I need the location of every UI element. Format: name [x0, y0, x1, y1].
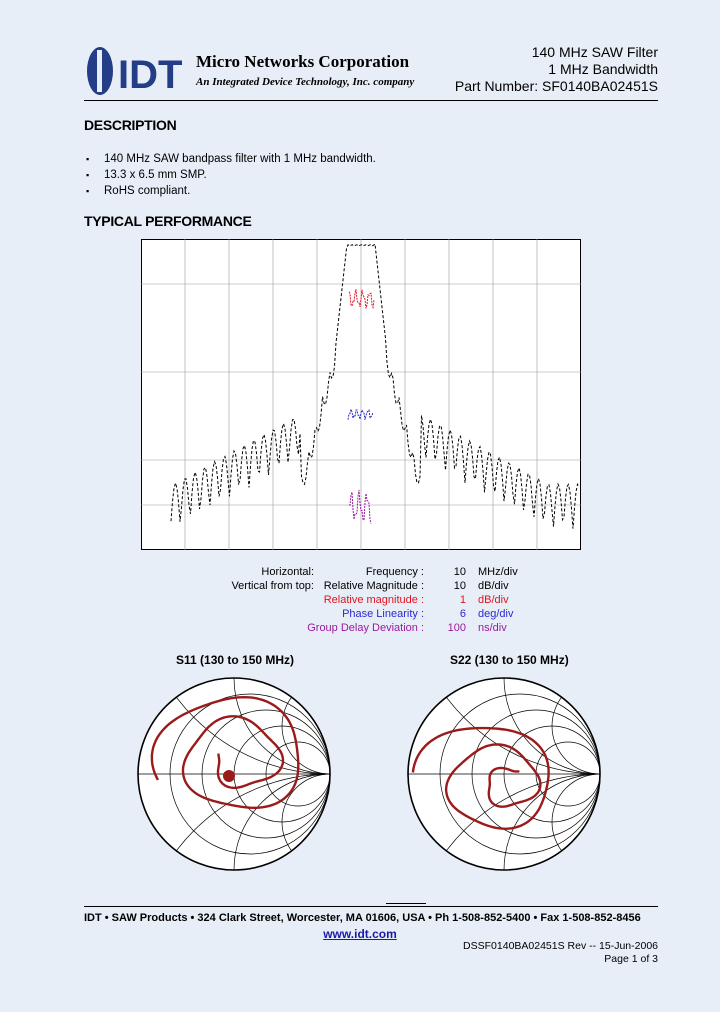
footer-divider	[84, 906, 658, 907]
legend-vertical-label: Vertical from top:	[231, 580, 314, 592]
legend-value: 100	[447, 622, 466, 634]
header-divider	[84, 100, 658, 101]
legend-unit: dB/div	[478, 580, 509, 592]
part-number: Part Number: SF0140BA02451S	[454, 78, 658, 94]
footer-tick	[386, 903, 426, 904]
doc-title-block	[455, 44, 658, 95]
s22-title: S22 (130 to 150 MHz)	[450, 653, 569, 667]
legend-unit: dB/div	[478, 594, 509, 606]
legend-value: 10	[453, 580, 466, 592]
legend-label: Phase Linearity :	[342, 608, 424, 620]
idt-logo	[86, 44, 190, 98]
company-tagline: An Integrated Device Technology, Inc. company	[196, 76, 415, 88]
chart-legend	[160, 566, 550, 636]
performance-chart-svg	[141, 239, 581, 550]
s11-title: S11 (130 to 150 MHz)	[176, 653, 295, 667]
legend-value: 10	[453, 566, 466, 578]
s11-smith-chart	[136, 676, 332, 877]
s11-center-marker	[223, 770, 235, 782]
legend-unit: MHz/div	[478, 566, 518, 578]
legend-label: Group Delay Deviation :	[307, 622, 424, 634]
legend-label: Relative magnitude :	[323, 594, 424, 606]
doc-id: DSSF0140BA02451S Rev -- 15-Jun-2006	[463, 940, 658, 952]
company-name: Micro Networks Corporation	[196, 52, 410, 71]
website-link[interactable]: www.idt.com	[323, 927, 397, 941]
legend-horizontal-label: Horizontal:	[261, 566, 314, 578]
doc-info	[463, 940, 658, 966]
legend-label: Relative Magnitude :	[323, 580, 424, 592]
page-number: Page 1 of 3	[604, 953, 658, 965]
legend-label: Frequency :	[365, 566, 424, 578]
logo-text: IDT	[118, 53, 183, 97]
description-list	[84, 151, 376, 199]
performance-chart	[141, 239, 581, 550]
legend-value: 1	[459, 594, 466, 606]
list-item: ▪ 140 MHz SAW bandpass filter with 1 MHz bandwidth.	[84, 151, 376, 167]
title-line: 140 MHz SAW Filter	[531, 44, 658, 60]
title-line: 1 MHz Bandwidth	[548, 61, 658, 77]
list-item: ▪ 13.3 x 6.5 mm SMP.	[84, 167, 376, 183]
legend-unit: deg/div	[478, 608, 514, 620]
performance-heading: TYPICAL PERFORMANCE	[84, 213, 252, 229]
description-heading: DESCRIPTION	[84, 117, 177, 133]
legend-unit: ns/div	[478, 622, 507, 634]
list-item: ▪ RoHS compliant.	[84, 183, 376, 199]
s22-smith-chart	[406, 676, 602, 877]
legend-value: 6	[459, 608, 466, 620]
footer-address: IDT • SAW Products • 324 Clark Street, Worcester, MA 01606, USA • Ph 1-508-852-5400 • Fax 1-508-852-8456	[84, 912, 641, 924]
